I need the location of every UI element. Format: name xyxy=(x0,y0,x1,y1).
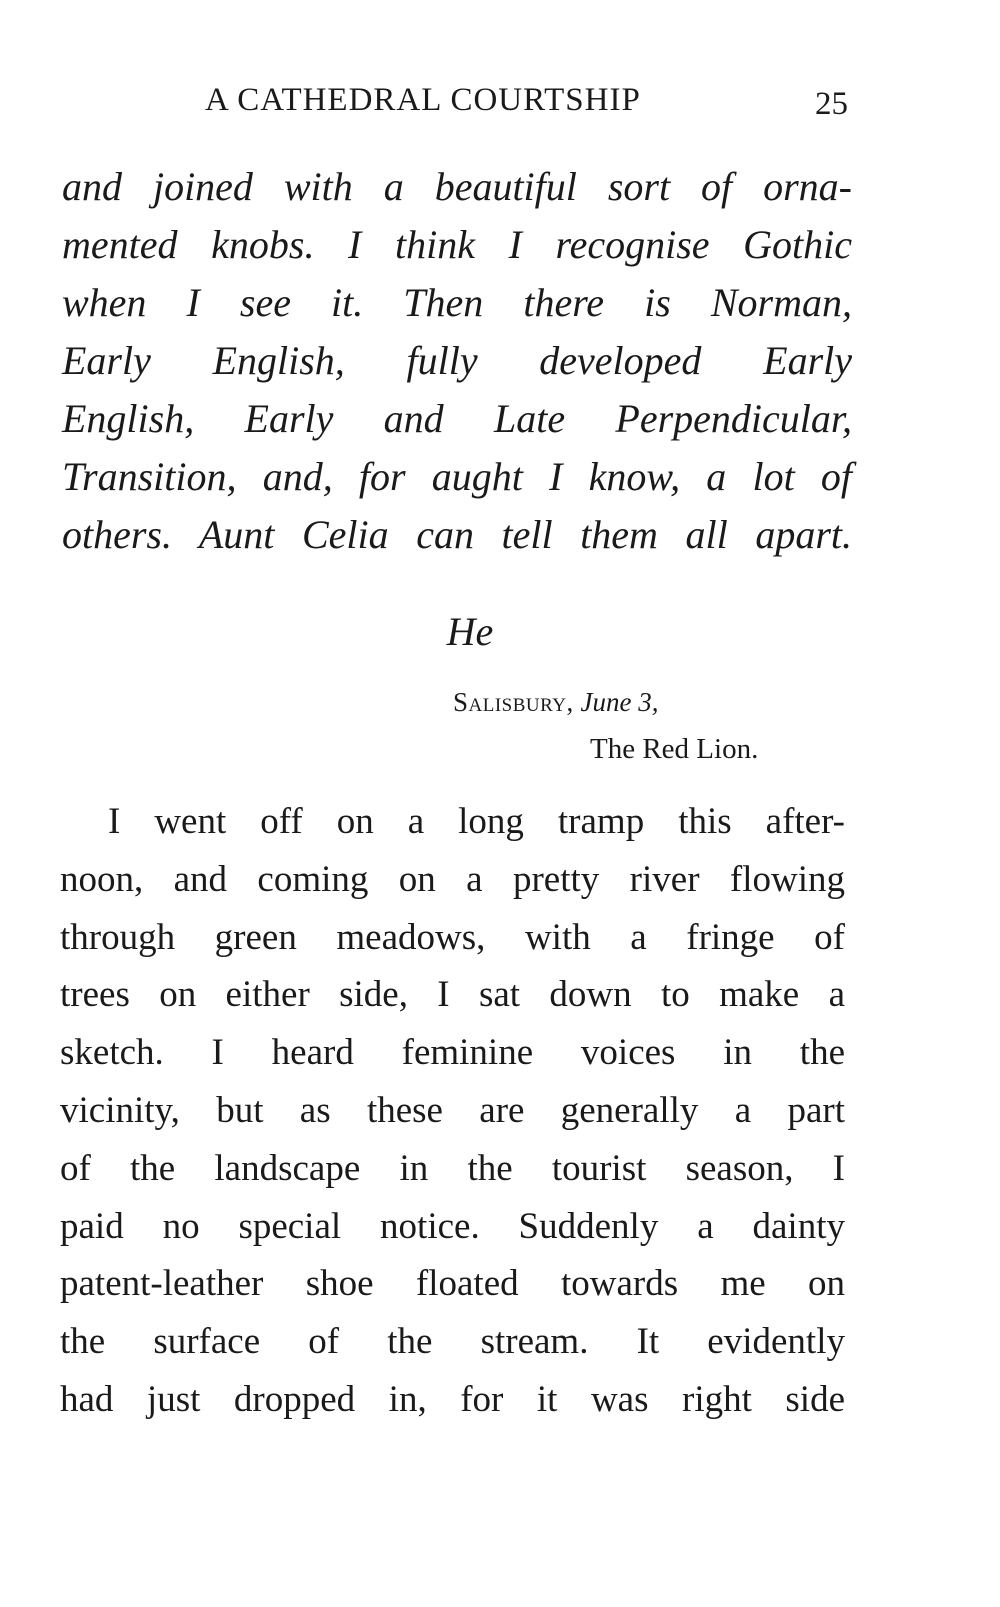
body-line: paid no special notice. Suddenly a dainty xyxy=(60,1205,845,1247)
body-line: patent-leather shoe floated towards me on xyxy=(60,1263,845,1305)
italic-line: others. Aunt Celia can tell them all apart. xyxy=(62,512,852,557)
italic-line: when I see it. Then there is Norman, xyxy=(62,280,852,325)
body-line: through green meadows, with a fringe of xyxy=(60,916,845,958)
italic-line: mented knobs. I think I recognise Gothic xyxy=(62,222,852,267)
speaker-heading: He xyxy=(446,609,494,654)
body-line: trees on either side, I sat down to make a xyxy=(60,974,845,1016)
italic-line: and joined with a beautiful sort of orna- xyxy=(62,164,852,209)
letter-date: June 3, xyxy=(580,687,659,717)
body-line: the surface of the stream. It evidently xyxy=(60,1321,845,1363)
letter-body xyxy=(60,793,845,1429)
letter-inn: The Red Lion. xyxy=(590,733,759,765)
running-title: A CATHEDRAL COURTSHIP xyxy=(205,82,641,118)
letter-place: Salisbury, xyxy=(453,687,574,717)
body-line: had just dropped in, for it was right side xyxy=(60,1378,845,1420)
page-number: 25 xyxy=(815,86,848,122)
italic-line: English, Early and Late Perpendicular, xyxy=(62,396,852,441)
body-line: noon, and coming on a pretty river flowing xyxy=(60,858,845,900)
body-line: vicinity, but as these are generally a part xyxy=(60,1089,845,1131)
letter-dateline xyxy=(453,687,658,718)
italic-passage xyxy=(62,158,852,564)
body-line: sketch. I heard feminine voices in the xyxy=(60,1032,845,1074)
body-line: of the landscape in the tourist season, I xyxy=(60,1147,845,1189)
italic-line: Early English, fully developed Early xyxy=(62,338,852,383)
italic-line: Transition, and, for aught I know, a lot of xyxy=(62,454,852,499)
body-line: I went off on a long tramp this after- xyxy=(108,801,845,842)
